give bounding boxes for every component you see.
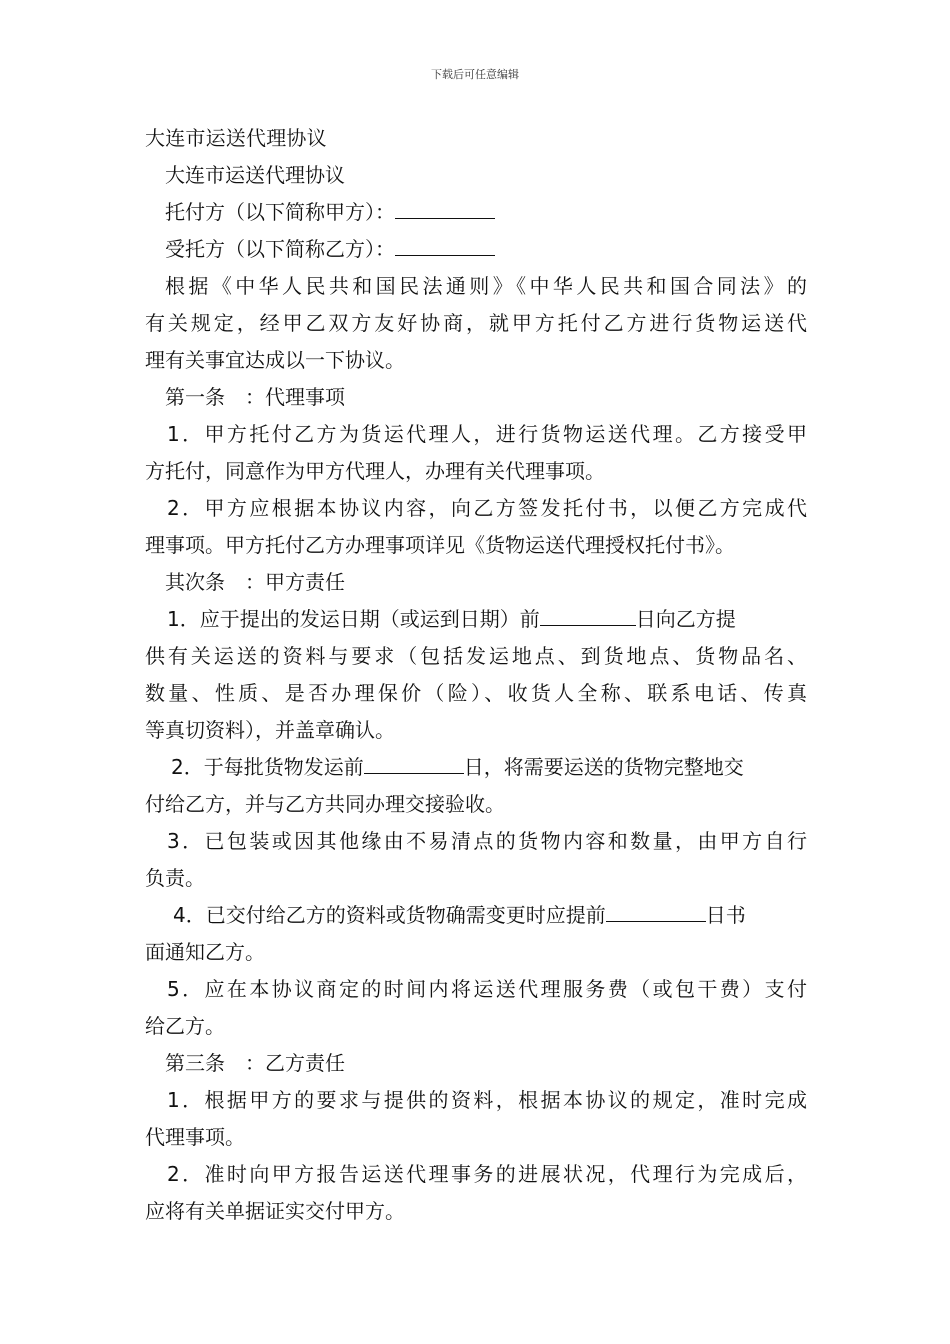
intro-line-2: 有关规定，经甲乙双方友好协商，就甲方托付乙方进行货物运送代 [145,311,807,335]
article-2-clause-4-text-b: 日书 [705,903,746,927]
article-3-clause-1-line-1: 1．根据甲方的要求与提供的资料，根据本协议的规定，准时完成 [167,1088,807,1112]
article-2-clause-5-line-1: 5．应在本协议商定的时间内将运送代理服务费（或包干费）支付 [167,977,807,1001]
article-3-clause-2-line-1: 2．准时向甲方报告运送代理事务的进展状况，代理行为完成后， [167,1162,807,1186]
article-2-clause-4-line-1 [145,897,807,934]
article-1-clause-2-line-2: 理事项。甲方托付乙方办理事项详见《货物运送代理授权托付书》。 [145,533,735,557]
party-b-blank [395,233,495,256]
days-blank-1 [540,603,636,626]
article-2-clause-1-line-1 [145,601,807,638]
article-2-clause-4-text-a: 4．已交付给乙方的资料或货物确需变更时应提前 [173,903,606,927]
days-blank-3 [606,899,706,922]
article-1-clause-1-line-2: 方托付，同意作为甲方代理人，办理有关代理事项。 [145,459,605,483]
article-1-heading: 第一条 ：代理事项 [165,385,345,409]
article-3-clause-2-line-2: 应将有关单据证实交付甲方。 [145,1199,405,1223]
article-3-heading: 第三条 ：乙方责任 [165,1051,345,1075]
document-title: 大连市运送代理协议 [145,126,327,150]
article-2-clause-1-text-a: 1．应于提出的发运日期（或运到日期）前 [167,607,540,631]
party-b-label: 受托方（以下简称乙方）： [165,237,395,261]
document-body [145,120,807,1230]
article-2-clause-4-line-2: 面通知乙方。 [145,940,265,964]
article-2-clause-5-line-2: 给乙方。 [145,1014,225,1038]
article-2-clause-1-line-3: 数量、性质、是否办理保价（险）、收货人全称、联系电话、传真 [145,681,807,705]
article-2-clause-1-line-2: 供有关运送的资料与要求（包括发运地点、到货地点、货物品名、 [145,644,807,668]
article-2-clause-3-line-2: 负责。 [145,866,205,890]
article-2-clause-1-text-b: 日向乙方提 [635,607,736,631]
intro-line-1: 根据《中华人民共和国民法通则》《中华人民共和国合同法》的 [165,274,807,298]
article-2-clause-2-line-1 [145,749,807,786]
party-a-line [145,194,807,231]
intro-line-3: 理有关事宜达成以一下协议。 [145,348,405,372]
article-1-clause-1-line-1: 1．甲方托付乙方为货运代理人，进行货物运送代理。乙方接受甲 [167,422,807,446]
party-a-blank [395,196,495,219]
article-2-clause-1-line-4: 等真切资料），并盖章确认。 [145,718,395,742]
days-blank-2 [364,751,464,774]
article-2-clause-3-line-1: 3．已包装或因其他缘由不易清点的货物内容和数量，由甲方自行 [167,829,807,853]
party-a-label: 托付方（以下简称甲方）： [165,200,395,224]
article-2-clause-2-line-2: 付给乙方，并与乙方共同办理交接验收。 [145,792,505,816]
article-2-clause-2-text-a: 2．于每批货物发运前 [171,755,364,779]
article-2-heading: 其次条 ：甲方责任 [165,570,345,594]
party-b-line [145,231,807,268]
article-2-clause-2-text-b: 日，将需要运送的货物完整地交 [463,755,744,779]
article-1-clause-2-line-1: 2．甲方应根据本协议内容，向乙方签发托付书，以便乙方完成代 [167,496,807,520]
document-subtitle: 大连市运送代理协议 [165,163,345,187]
article-3-clause-1-line-2: 代理事项。 [145,1125,245,1149]
header-note: 下载后可任意编辑 [431,68,519,81]
